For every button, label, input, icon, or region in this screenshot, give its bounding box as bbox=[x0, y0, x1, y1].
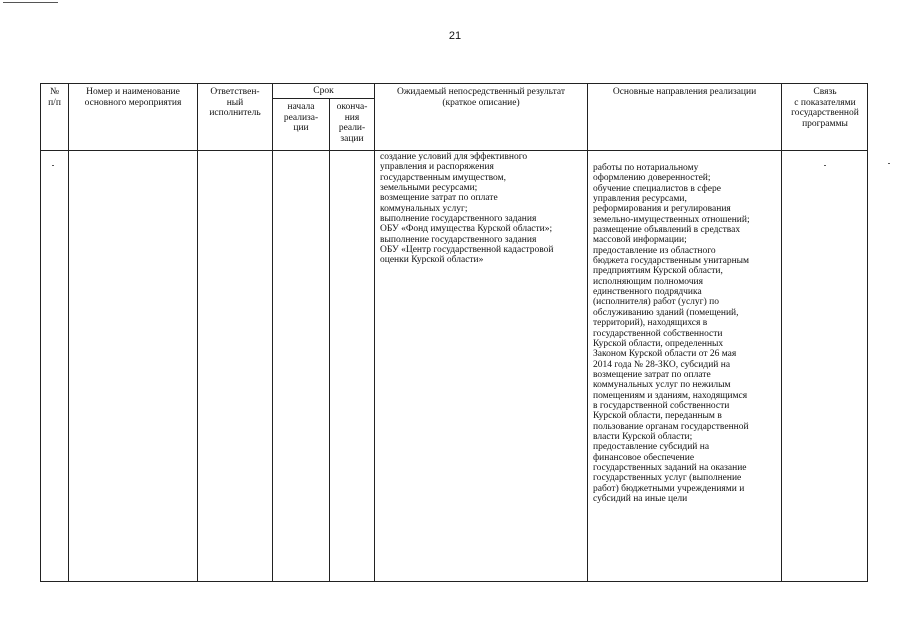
text-line: обучение специалистов в сфере bbox=[593, 183, 721, 194]
header-term: Срок bbox=[313, 86, 334, 96]
text-line: исполняющим полномочия bbox=[593, 276, 703, 287]
text-line: Законом Курской области от 26 мая bbox=[593, 349, 737, 360]
text-line: оформлению доверенностей; bbox=[593, 173, 711, 184]
header-responsible: Ответствен- ный исполнитель bbox=[209, 87, 261, 118]
text-line: обслуживанию зданий (помещений, bbox=[593, 307, 739, 318]
text-line: власти Курской области; bbox=[593, 431, 693, 442]
text-line: работ) бюджетными учреждениями и bbox=[593, 483, 745, 494]
text-line: работы по нотариальному bbox=[593, 163, 699, 173]
header-bottom-rule bbox=[40, 150, 868, 151]
scan-speck bbox=[824, 165, 826, 166]
header-term-start: начала реализа- ции bbox=[283, 102, 319, 133]
text-line: бюджета государственным унитарным bbox=[593, 256, 750, 267]
page-number: 21 bbox=[448, 30, 462, 42]
text-line: предоставление субсидий на bbox=[593, 442, 710, 453]
text-line: массовой информации; bbox=[593, 235, 687, 246]
text-line: Курской области, определенных bbox=[593, 338, 724, 349]
text-line: пользование органам государственной bbox=[593, 421, 749, 432]
text-line: (исполнителя) работ (услуг) по bbox=[593, 297, 719, 308]
column-divider bbox=[781, 83, 782, 582]
text-line: выполнение государственного задания bbox=[380, 214, 537, 225]
text-line: коммунальных услуг; bbox=[380, 203, 468, 214]
text-line: земельными ресурсами; bbox=[380, 183, 478, 194]
text-line: ОБУ «Фонд имущества Курской области»; bbox=[380, 224, 553, 235]
expected-result-cell bbox=[380, 152, 553, 266]
text-line: субсидий на иные цели bbox=[593, 494, 688, 504]
text-line: выполнение государственного задания bbox=[380, 234, 537, 245]
column-divider bbox=[272, 83, 273, 582]
text-line: финансовое обеспечение bbox=[593, 452, 695, 463]
column-divider bbox=[374, 83, 375, 582]
text-line: в государственной собственности bbox=[593, 400, 730, 411]
text-line: предоставление из областного bbox=[593, 245, 716, 256]
header-directions: Основные направления реализации bbox=[612, 87, 757, 97]
text-line: государственных заданий на оказание bbox=[593, 462, 747, 473]
top-edge-rule bbox=[3, 2, 58, 3]
text-line: размещение объявлений в средствах bbox=[593, 225, 741, 236]
term-subheader-rule bbox=[272, 98, 374, 99]
text-line: предприятиям Курской области, bbox=[593, 266, 723, 277]
text-line: государственных услуг (выполнение bbox=[593, 473, 742, 484]
text-line: управления ресурсами, bbox=[593, 194, 687, 205]
header-expected-result: Ожидаемый непосредственный результат (краткое описание) bbox=[397, 87, 565, 108]
scan-speck bbox=[52, 165, 54, 166]
directions-cell bbox=[593, 163, 750, 504]
header-num: № п/п bbox=[48, 87, 61, 108]
column-divider bbox=[587, 83, 588, 582]
text-line: земельно-имущественных отношений; bbox=[593, 214, 750, 225]
text-line: ОБУ «Центр государственной кадастровой bbox=[380, 245, 554, 256]
column-divider bbox=[329, 98, 330, 582]
column-divider bbox=[68, 83, 69, 582]
text-line: территорий), находящихся в bbox=[593, 318, 708, 329]
text-line: управления и распоряжения bbox=[380, 162, 494, 173]
text-line: 2014 года № 28-ЗКО, субсидий на bbox=[593, 359, 731, 370]
text-line: возмещение затрат по оплате bbox=[593, 369, 711, 380]
header-activity-name: Номер и наименование основного мероприятия bbox=[84, 87, 182, 108]
header-term-end: оконча- ния реали- зации bbox=[336, 102, 368, 144]
scan-speck bbox=[888, 163, 890, 164]
header-program-link: Связь с показателями государственной программы bbox=[791, 87, 859, 129]
text-line: оценки Курской области» bbox=[380, 255, 484, 266]
text-line: возмещение затрат по оплате bbox=[380, 193, 498, 204]
text-line: помещениям и зданиям, находящимся bbox=[593, 390, 748, 401]
text-line: государственным имуществом, bbox=[380, 172, 507, 183]
column-divider bbox=[197, 83, 198, 582]
text-line: единственного подрядчика bbox=[593, 287, 702, 298]
text-line: реформирования и регулирования bbox=[593, 204, 731, 215]
text-line: государственной собственности bbox=[593, 328, 723, 339]
text-line: Курской области, переданным в bbox=[593, 411, 722, 422]
text-line: создание условий для эффективного bbox=[380, 152, 528, 162]
text-line: коммунальных услуг по нежилым bbox=[593, 380, 731, 391]
